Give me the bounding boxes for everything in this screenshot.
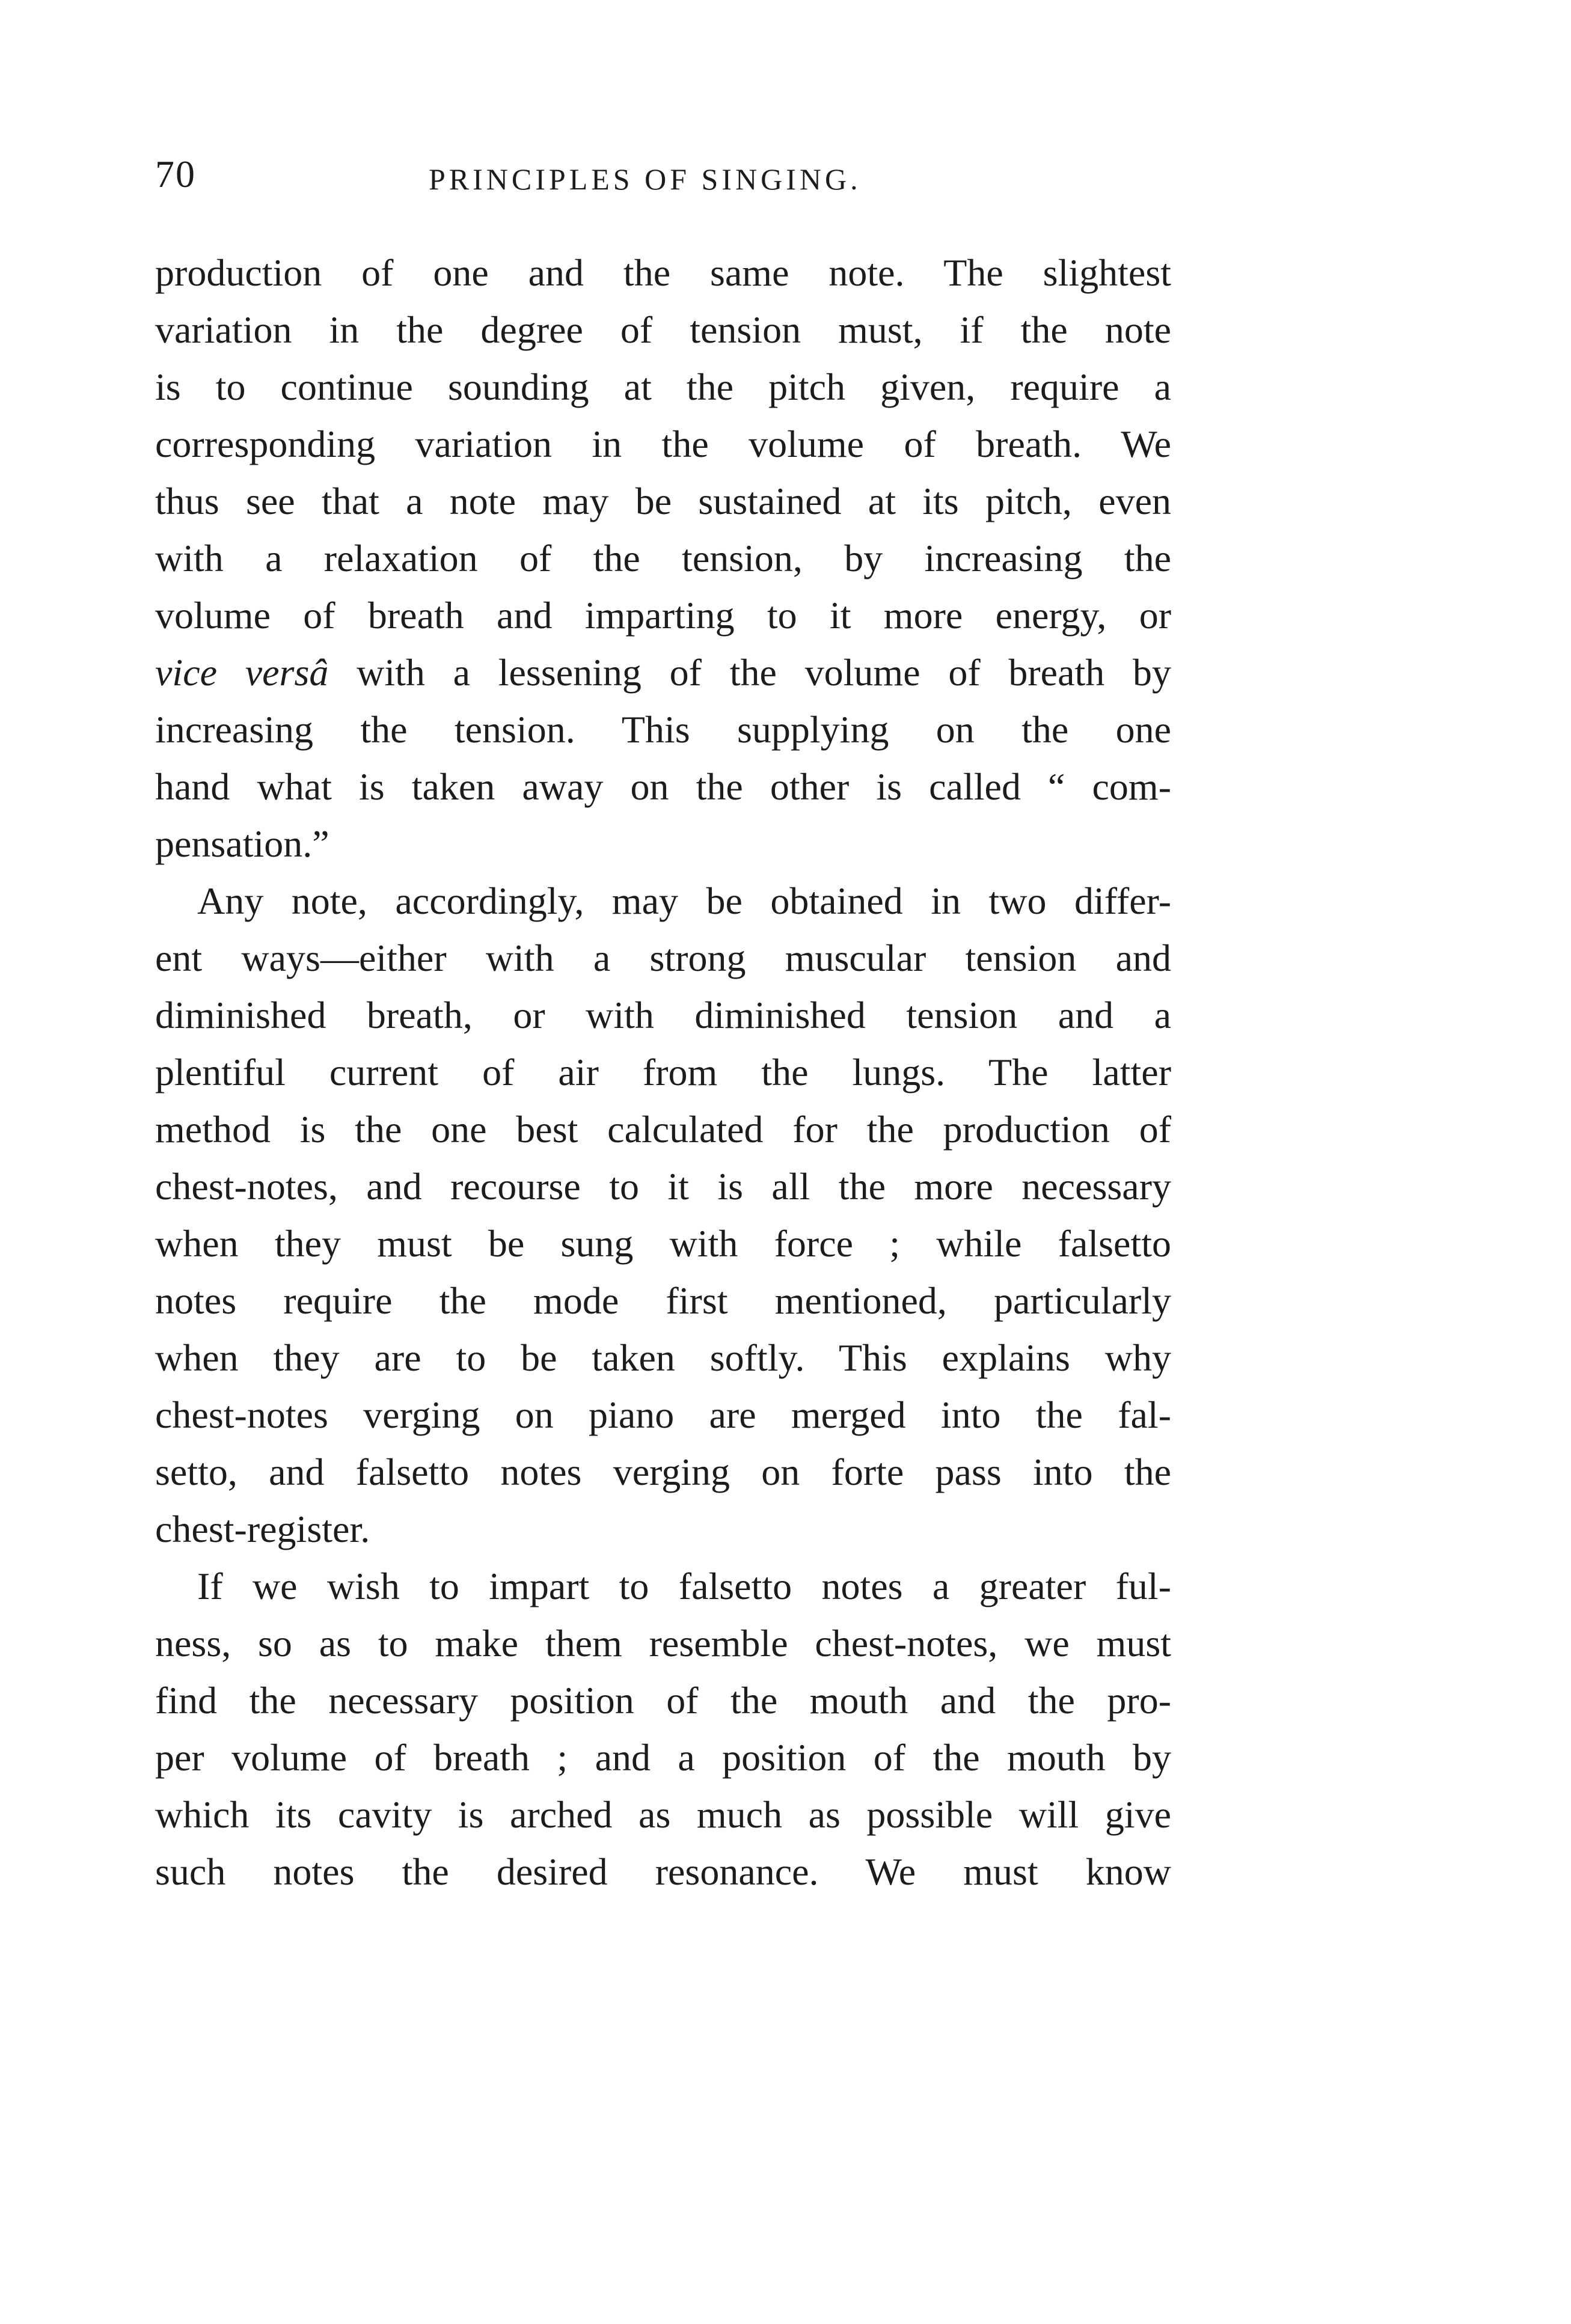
body-text [155,244,1171,1900]
text-line-remainder: with a lessening of the volume of breath by [357,651,1171,694]
text-line: setto, and falsetto notes verging on forte pass into the [155,1451,1171,1493]
text-line: increasing the tension. This supplying on the one [155,708,1171,751]
text-line: when they are to be taken softly. This explains why [155,1336,1171,1379]
text-line: production of one and the same note. The slightest [155,251,1171,294]
text-line: find the necessary position of the mouth and the pro- [155,1679,1171,1722]
text-line: is to continue sounding at the pitch given, require a [155,365,1171,408]
text-line: chest-register. [155,1508,370,1550]
text-line: which its cavity is arched as much as possible will give [155,1793,1171,1836]
text-line: per volume of breath ; and a position of the mouth by [155,1736,1171,1779]
paragraph-2 [155,872,1171,1558]
text-line: plentiful current of air from the lungs. The latter [155,1051,1171,1093]
text-line: ness, so as to make them resemble chest-notes, we must [155,1622,1171,1665]
text-line: chest-notes verging on piano are merged into the fal- [155,1393,1171,1436]
text-line: variation in the degree of tension must, if the note [155,308,1171,351]
text-line: Any note, accordingly, may be obtained in two differ- [197,879,1171,922]
running-head [155,147,1171,201]
running-title: PRINCIPLES OF SINGING. [429,162,862,196]
text-line: If we wish to impart to falsetto notes a greater ful- [197,1565,1171,1607]
text-line: volume of breath and imparting to it more energy, or [155,594,1171,637]
text-line-with-italic [155,644,1171,701]
page-number: 70 [155,153,196,195]
italic-phrase: vice versâ [155,651,329,694]
text-line: chest-notes, and recourse to it is all the more necessary [155,1165,1171,1208]
text-line: thus see that a note may be sustained at its pitch, even [155,480,1171,522]
text-line: diminished breath, or with diminished tension and a [155,994,1171,1036]
text-line: method is the one best calculated for the production of [155,1108,1171,1151]
text-line: ent ways—either with a strong muscular tension and [155,937,1171,979]
text-line: corresponding variation in the volume of breath. We [155,423,1171,465]
text-line: hand what is taken away on the other is called “ com- [155,765,1171,808]
text-line: pensation.” [155,822,329,865]
paragraph-3 [155,1558,1171,1900]
paragraph-1 [155,244,1171,872]
text-line: when they must be sung with force ; while falsetto [155,1222,1171,1265]
text-line: notes require the mode first mentioned, particularly [155,1279,1171,1322]
text-line: with a relaxation of the tension, by increasing the [155,537,1171,579]
text-line: such notes the desired resonance. We must know [155,1850,1171,1893]
